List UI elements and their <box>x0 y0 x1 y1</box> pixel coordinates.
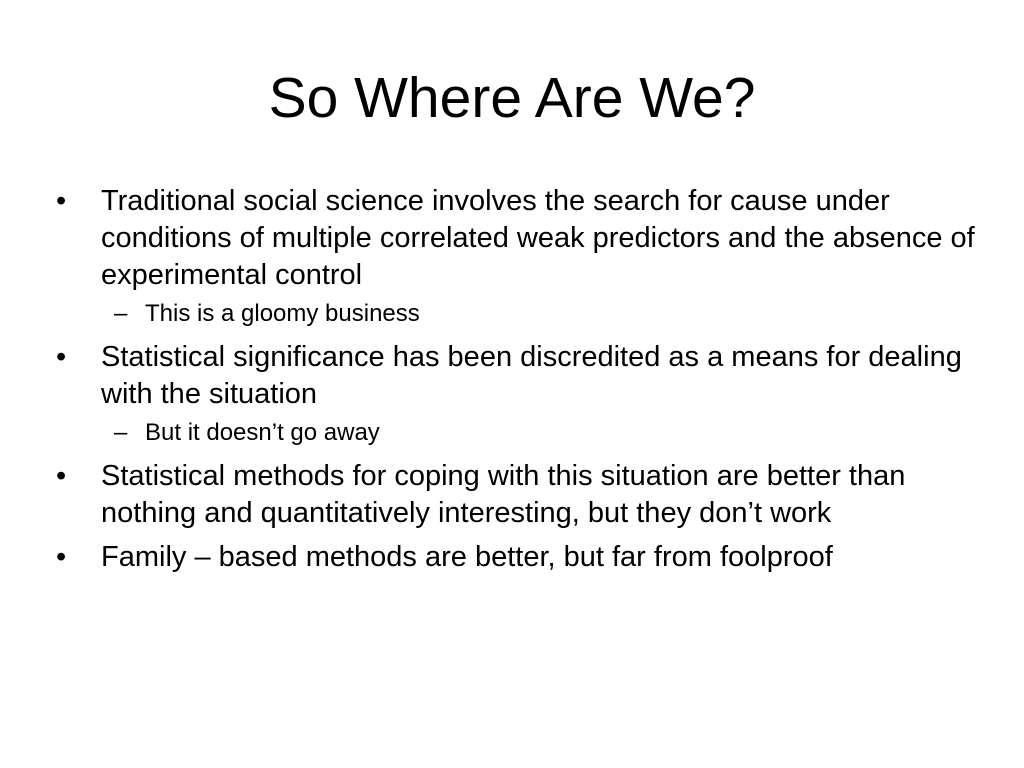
sub-bullet-item <box>56 417 976 448</box>
bullet-text: Traditional social science involves the search for cause under conditions of multiple correlated weak predictors and the absence of experimental control <box>101 185 975 291</box>
sub-bullet-text: But it doesn’t go away <box>145 419 380 446</box>
bullet-marker: • <box>56 460 67 492</box>
bullet-text: Statistical significance has been discredited as a means for dealing with the situation <box>101 341 962 410</box>
sub-bullet-text: This is a gloomy business <box>145 300 420 327</box>
sub-bullet-marker: – <box>114 300 128 327</box>
bullet-text: Statistical methods for coping with this situation are better than nothing and quantitatively interesting, but they don’t work <box>101 460 906 529</box>
bullet-marker: • <box>56 541 67 573</box>
bullet-item <box>56 458 976 532</box>
slide-title: So Where Are We? <box>268 66 756 130</box>
bullet-marker: • <box>56 185 67 217</box>
bullet-item <box>56 539 976 576</box>
bullet-text: Family – based methods are better, but far from foolproof <box>101 541 833 573</box>
sub-bullet-marker: – <box>114 419 128 446</box>
sub-bullet-item <box>56 298 976 329</box>
bullet-list <box>56 183 976 583</box>
bullet-marker: • <box>56 341 67 373</box>
bullet-item <box>56 183 976 294</box>
bullet-item <box>56 339 976 413</box>
